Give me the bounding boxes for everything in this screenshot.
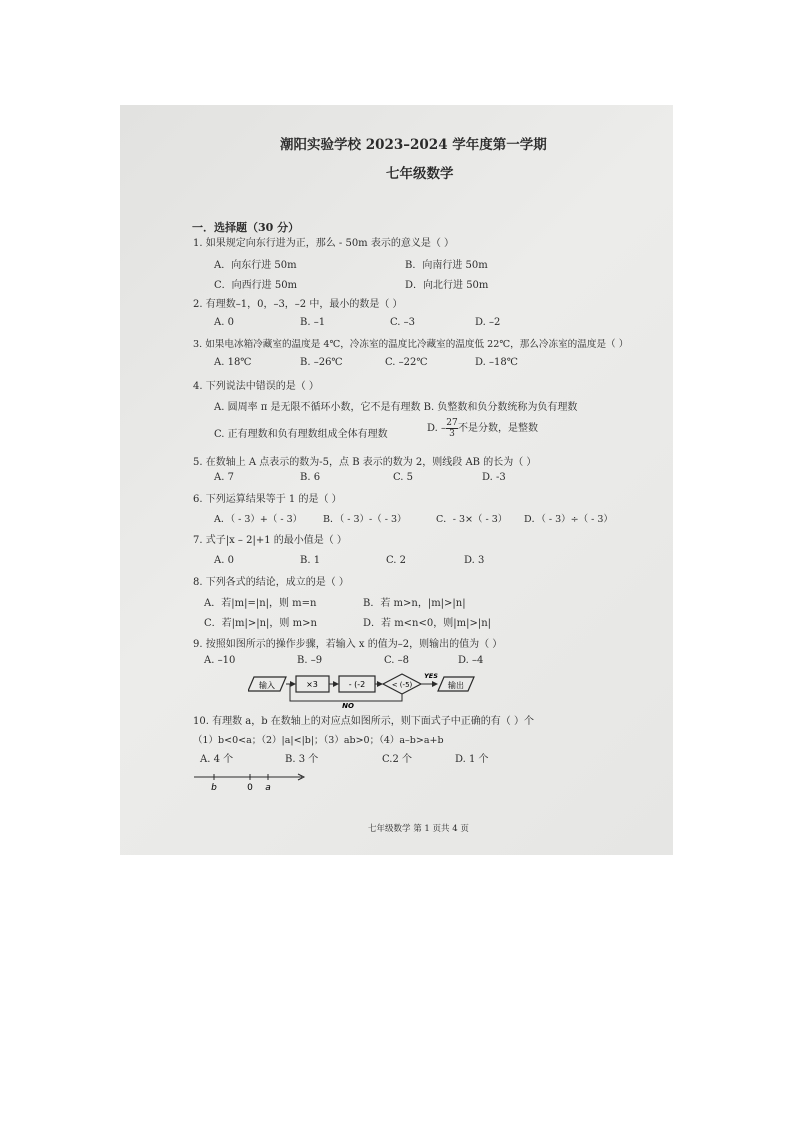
q1-option-a: A．向东行进 50m	[214, 260, 297, 271]
q9-option-a: A. –10	[204, 655, 236, 666]
q2-option-d: D. –2	[475, 317, 501, 328]
q5-option-c: C. 5	[393, 472, 414, 483]
flow-no-label: NO	[342, 702, 354, 708]
question-5: 5. 在数轴上 A 点表示的数为-5，点 B 表示的数为 2，则线段 AB 的长为（ ）	[193, 457, 537, 468]
fraction-denominator: 3	[449, 429, 455, 439]
q10-option-a: A. 4 个	[200, 754, 234, 765]
question-1: 1. 如果规定向东行进为正，那么 - 50m 表示的意义是（ ）	[193, 238, 455, 249]
label-zero: 0	[247, 783, 253, 793]
flow-yes-label: YES	[424, 672, 438, 680]
q7-option-c: C. 2	[386, 555, 407, 566]
q5-option-b: B. 6	[300, 472, 321, 483]
flow-minus-label: - (-2	[348, 680, 366, 689]
page-footer: 七年级数学 第 1 页共 4 页	[368, 824, 469, 834]
q9-option-d: D. –4	[458, 655, 484, 666]
q9-option-c: C. –8	[384, 655, 410, 666]
q10-statements: （1）b<0<a；（2）|a|<|b|；（3）ab>0；（4）a–b>a+b	[193, 735, 444, 746]
q4-option-a-b: A. 圆周率 π 是无限不循环小数，它不是有理数 B. 负整数和负分数统称为负有理数	[214, 402, 578, 413]
question-4: 4. 下列说法中错误的是（ ）	[193, 381, 319, 392]
q1-option-c: C．向西行进 50m	[214, 280, 298, 291]
q4-option-d	[427, 418, 538, 439]
q3-option-b: B. –26℃	[300, 357, 343, 368]
school-title: 潮阳实验学校 2023–2024 学年度第一学期	[280, 137, 547, 153]
q8-option-b: B．若 m>n，|m|>|n|	[363, 598, 466, 609]
exam-sheet	[120, 105, 673, 855]
q7-option-b: B. 1	[300, 555, 321, 566]
q3-option-c: C. –22℃	[385, 357, 428, 368]
section-title: 一．选择题（30 分）	[192, 221, 300, 234]
q10-option-b: B. 3 个	[285, 754, 319, 765]
photo-of-exam-paper	[120, 105, 673, 855]
question-9: 9. 按照如图所示的操作步骤，若输入 x 的值为–2，则输出的值为（ ）	[193, 639, 503, 650]
q6-option-a: A．（ - 3）+（ - 3）	[214, 514, 303, 525]
q4-d-suffix: 不是分数，是整数	[458, 423, 539, 434]
question-7: 7. 式子|x – 2|+1 的最小值是（ ）	[193, 535, 347, 546]
q6-option-b: B．（ - 3）-（ - 3）	[323, 514, 407, 525]
q6-option-c: C．- 3×（ - 3）	[436, 514, 508, 525]
q8-option-a: A．若|m|=|n|，则 m=n	[204, 598, 317, 609]
q10-option-d: D. 1 个	[455, 754, 489, 765]
q1-option-b: B．向南行进 50m	[405, 260, 488, 271]
flow-output-label: 输出	[448, 681, 464, 690]
fraction-numerator: 27	[446, 418, 458, 428]
question-3: 3. 如果电冰箱冷藏室的温度是 4℃，冷冻室的温度比冷藏室的温度低 22℃，那么冷冻室的温度是（ ）	[193, 339, 629, 350]
q9-option-b: B. –9	[297, 655, 323, 666]
q1-option-d: D．向北行进 50m	[405, 280, 489, 291]
question-10: 10. 有理数 a，b 在数轴上的对应点如图所示，则下面式子中正确的有（ ）个	[193, 716, 534, 727]
question-2: 2. 有理数–1，0，–3，–2 中，最小的数是（ ）	[193, 299, 403, 310]
label-b: b	[211, 783, 217, 793]
q5-option-d: D. -3	[482, 472, 506, 483]
q7-option-d: D. 3	[464, 555, 485, 566]
subject-title: 七年级数学	[386, 166, 454, 182]
q4-option-c: C. 正有理数和负有理数组成全体有理数	[214, 429, 388, 440]
q8-option-c: C．若|m|>|n|，则 m>n	[204, 618, 317, 629]
q5-option-a: A. 7	[214, 472, 234, 483]
fraction	[446, 418, 458, 439]
flow-input-label: 输入	[259, 681, 275, 690]
flow-times3-label: ×3	[306, 680, 318, 689]
q8-option-d: D．若 m<n<0，则|m|>|n|	[363, 618, 492, 629]
q2-option-b: B. –1	[300, 317, 326, 328]
q3-option-d: D. –18℃	[475, 357, 518, 368]
q10-number-line	[192, 771, 307, 793]
flow-compare-label: < (-5)	[391, 681, 413, 689]
label-a: a	[265, 783, 271, 793]
q9-flowchart	[248, 670, 478, 708]
q4-d-prefix: D. –	[427, 423, 447, 434]
q6-option-d: D．（ - 3）÷（ - 3）	[524, 514, 613, 525]
question-6: 6. 下列运算结果等于 1 的是（ ）	[193, 494, 342, 505]
q2-option-c: C. –3	[390, 317, 416, 328]
q10-option-c: C.2 个	[382, 754, 413, 765]
q2-option-a: A. 0	[214, 317, 234, 328]
q3-option-a: A. 18℃	[214, 357, 252, 368]
question-8: 8. 下列各式的结论，成立的是（ ）	[193, 577, 349, 588]
q7-option-a: A. 0	[214, 555, 234, 566]
